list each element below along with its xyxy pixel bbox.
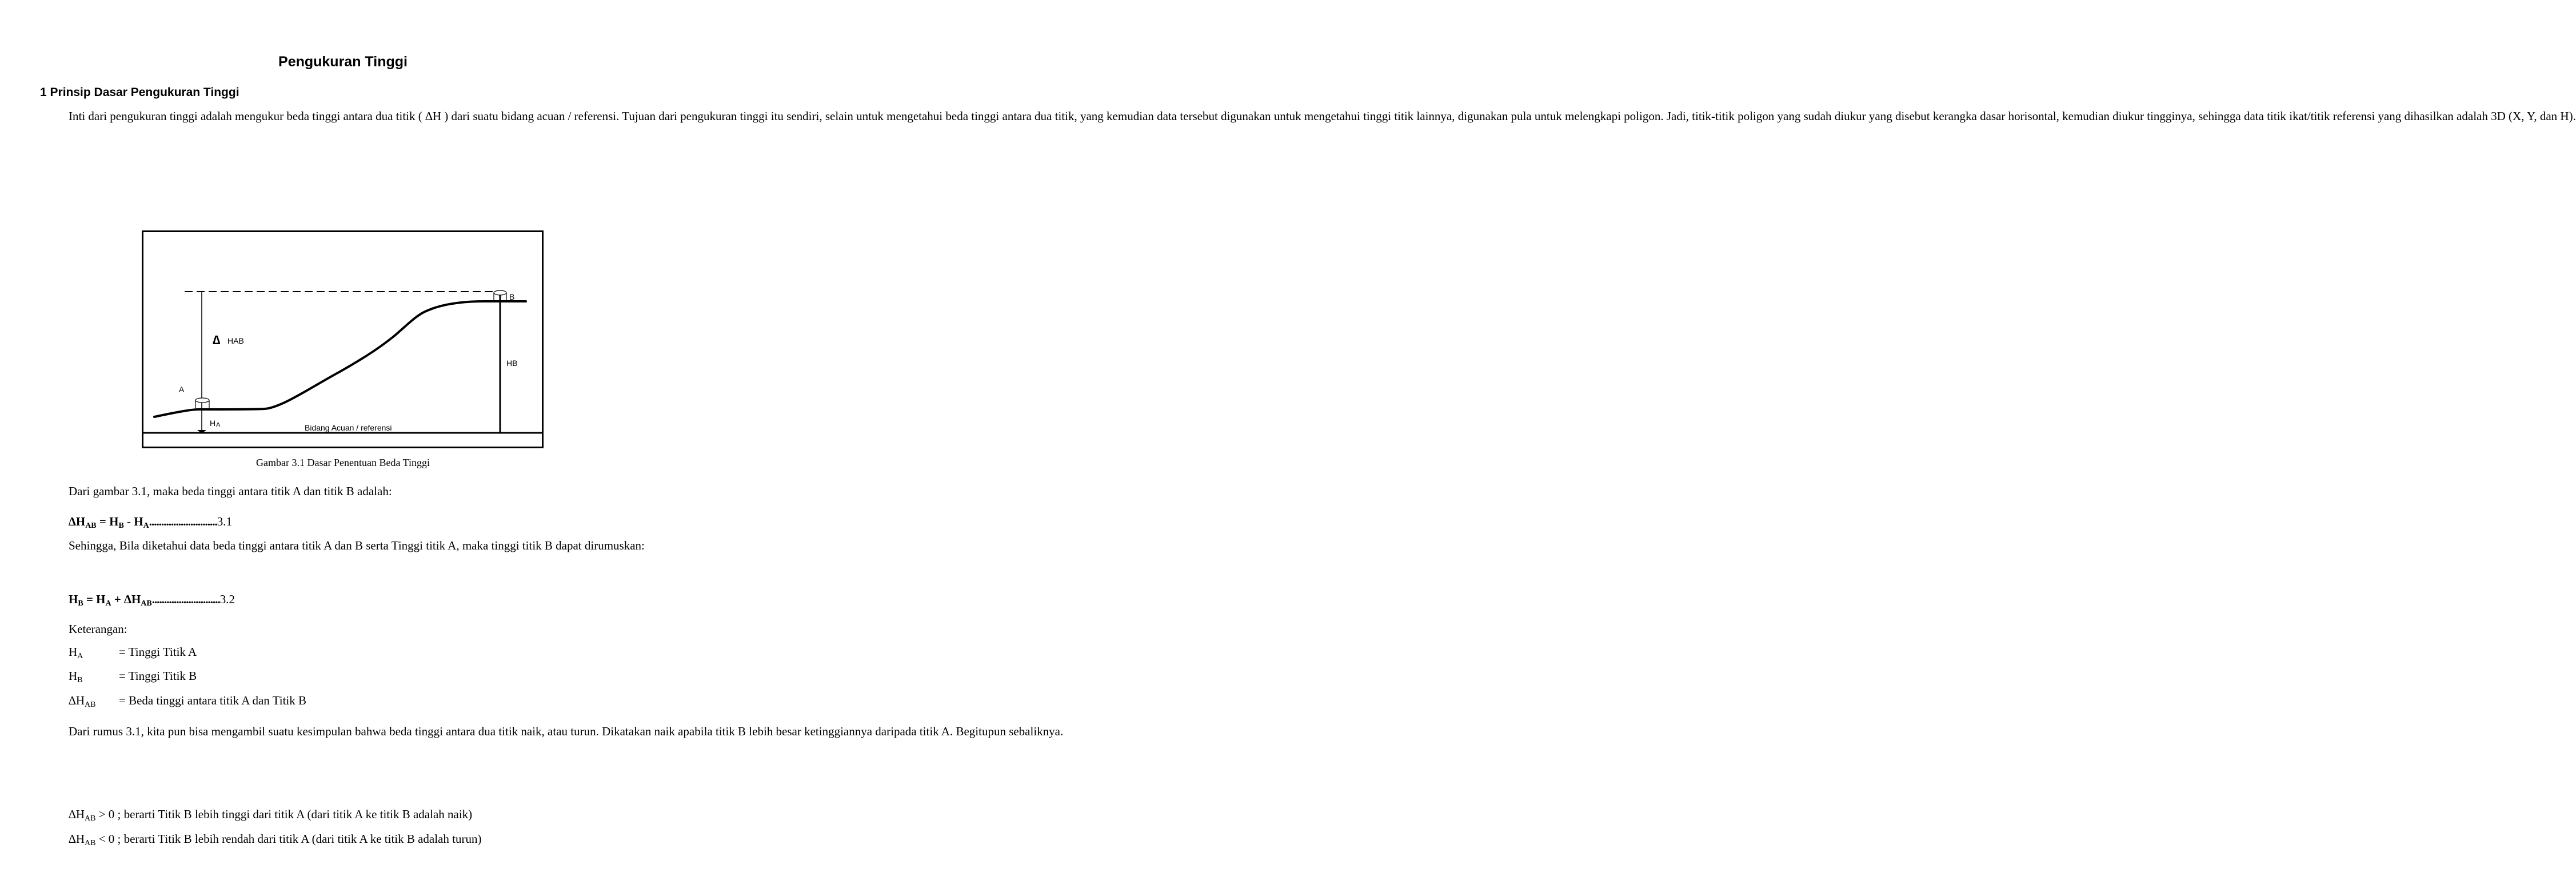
label-ha-h: H [210,419,216,428]
terrain-profile [154,301,526,417]
legend-symbol: H [69,669,78,683]
legend-row [69,694,306,708]
eq1-sub-ab: AB [85,521,97,530]
conclusion-text: Dari rumus 3.1, kita pun bisa mengambil suatu kesimpulan bahwa beda tinggi antara dua titik naik, atau turun. Dikatakan naik apabila titik B lebih besar ketinggiannya daripada titik A. Begitupun sebaliknya. [69,724,1064,738]
text-from-figure: Dari gambar 3.1, maka beda tinggi antara titik A dan titik B adalah: [69,484,392,498]
rule-sub: AB [85,839,96,847]
eq2-sub-b: B [78,599,83,608]
intro-text: Inti dari pengukuran tinggi adalah mengukur beda tinggi antara dua titik ( ∆H ) dari suatu bidang acuan / referensi. Tujuan dari pengukuran tinggi itu sendiri, selain untuk mengetahui beda tinggi antara dua titik, yang kemudian data tersebut digunakan untuk mengetahui tinggi titik lainnya, digunakan pula untuk melengkapi poligon. Jadi, titik-titik poligon yang sudah diukur yang disebut kerangka dasar horisontal, kemudian diukur tingginya, sehingga data titik ikat/titik referensi yang dihasilkan adalah 3D (X, Y, dan H). [69,109,2576,123]
eq1-sub-a: A [143,521,149,530]
eq2-plus: + ∆H [111,592,141,606]
legend-desc: = Tinggi Titik A [119,645,197,659]
eq2-equals: = H [83,592,106,606]
legend-sub: AB [85,700,96,709]
figure-frame [143,232,543,448]
height-diagram [142,230,544,448]
legend-symbol: H [69,645,78,659]
eq2-number: 3.2 [219,592,235,606]
eq2-sub-a: A [105,599,111,608]
legend-row [69,669,197,683]
eq1-delta: ∆H [69,515,86,528]
eq1-equals: = H [96,515,119,528]
rule-row [69,832,481,846]
label-b: B [509,292,515,301]
legend-row [69,645,197,659]
text-hence-block [69,534,646,558]
page-title: Pengukuran Tinggi [278,54,408,70]
legend-symbol: ∆H [69,694,85,707]
legend-sub: A [77,652,83,660]
label-ha-sub: A [216,421,221,428]
rule-symbol: ∆H [69,832,85,846]
eq1-dots: ............................ [149,515,217,528]
rule-text: < 0 ; berarti Titik B lebih rendah dari titik A (dari titik A ke titik B adalah turun) [95,832,482,846]
eq1-minus: - H [123,515,143,528]
label-hb: HB [506,359,518,368]
point-a-marker [195,398,209,409]
intro-paragraph [69,105,2576,128]
text-hence: Sehingga, Bila diketahui data beda tinggi antara titik A dan B serta Tinggi titik A, maka tinggi titik B dapat dirumuskan: [69,539,645,552]
label-a: A [179,385,185,394]
eq2-dots: ............................ [151,592,220,606]
delta-symbol: ∆ [213,333,221,347]
eq2-sub-ab: AB [141,599,152,608]
equation-3-2 [69,592,235,607]
legend-desc: = Beda tinggi antara titik A dan Titik B [119,694,307,707]
rule-row [69,807,472,822]
legend-sub: B [77,676,83,684]
label-reference-plane: Bidang Acuan / referensi [305,423,392,432]
conclusion-block [69,720,1064,743]
section-heading: 1 Prinsip Dasar Pengukuran Tinggi [40,86,239,99]
rule-symbol: ∆H [69,807,85,821]
rule-sub: AB [85,814,96,823]
figure-caption: Gambar 3.1 Dasar Penentuan Beda Tinggi [256,457,430,468]
rule-text: > 0 ; berarti Titik B lebih tinggi dari titik A (dari titik A ke titik B adalah naik) [95,807,473,821]
eq1-number: 3.1 [217,515,232,528]
eq1-sub-b: B [118,521,124,530]
eq2-hb: H [69,592,78,606]
equation-3-1 [69,515,232,529]
label-hab: HAB [227,336,244,345]
legend-heading: Keterangan: [69,622,127,636]
legend-desc: = Tinggi Titik B [119,669,197,683]
